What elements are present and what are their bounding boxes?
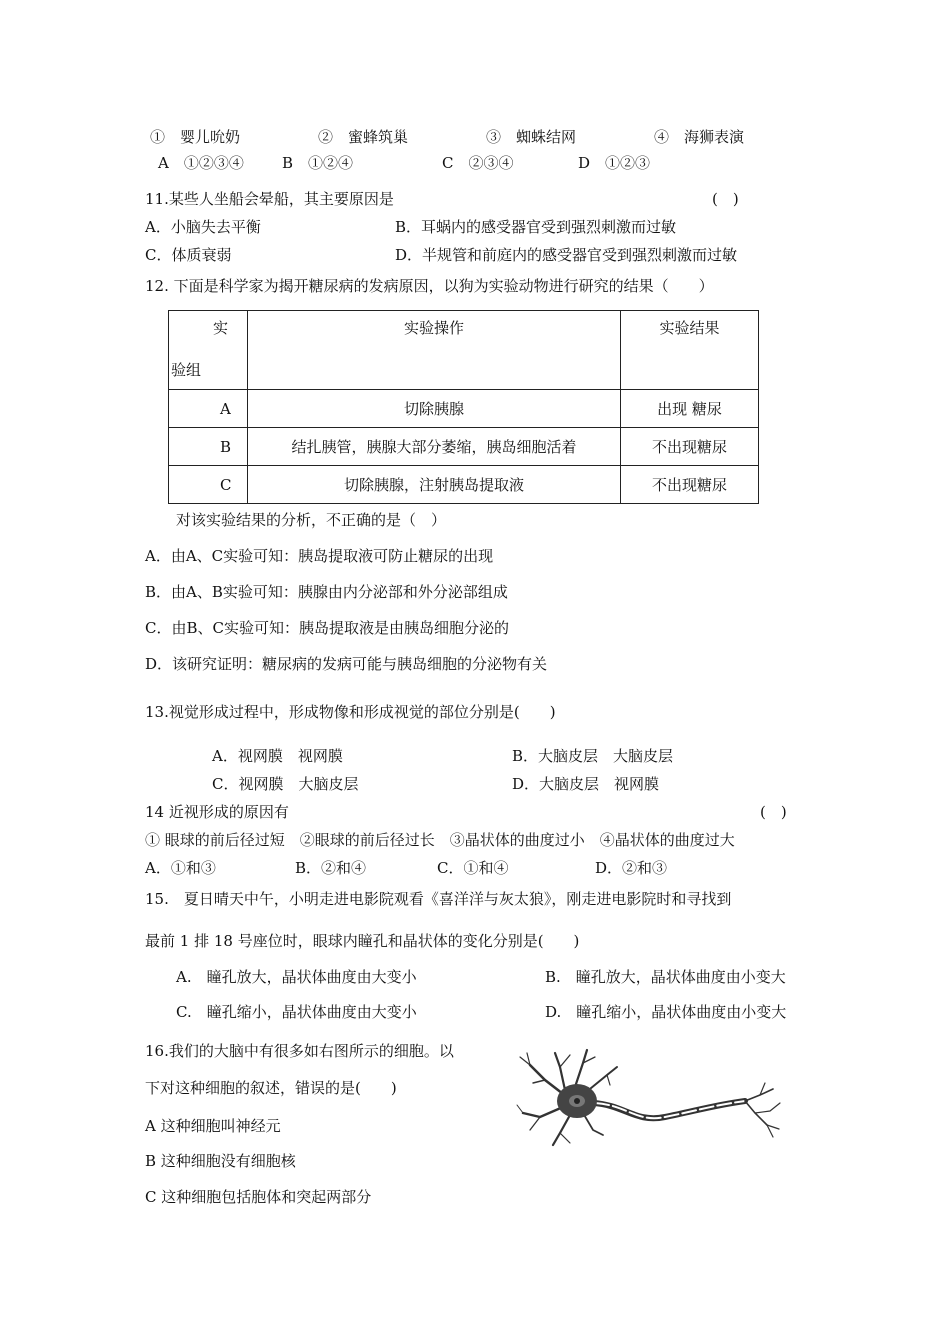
q12-analysis: 对该实验结果的分析，不正确的是（ ） [176, 511, 447, 529]
q14-option-b: B．②和④ [295, 859, 367, 877]
q10-option-b: B ①②④ [282, 154, 354, 172]
experiment-table [168, 310, 759, 504]
q12-option-c: C．由B、C实验可知：胰岛提取液是由胰岛细胞分泌的 [145, 619, 509, 637]
q11-option-d: D．半规管和前庭内的感受器官受到强烈刺激而过敏 [395, 246, 738, 264]
table-row [169, 390, 759, 428]
table-header-group [169, 311, 248, 390]
q14-items: ① 眼球的前后径过短 ②眼球的前后径过长 ③晶状体的曲度过小 ④晶状体的曲度过大 [145, 831, 735, 849]
table-cell-group: C [169, 466, 248, 504]
q10-item-2: ② 蜜蜂筑巢 [318, 128, 409, 146]
q13-option-a: A．视网膜 视网膜 [212, 747, 343, 765]
q14-stem: 14 近视形成的原因有 [145, 803, 289, 821]
q10-item-4: ④ 海狮表演 [654, 128, 745, 146]
table-row [169, 466, 759, 504]
q14-option-d: D．②和③ [595, 859, 668, 877]
neuron-illustration [515, 1045, 785, 1150]
q10-option-a: A ①②③④ [158, 154, 244, 172]
table-cell-result: 不出现糖尿 [621, 428, 759, 466]
q15-option-a: A. 瞳孔放大，晶状体曲度由大变小 [176, 968, 417, 986]
q13-option-d: D．大脑皮层 视网膜 [512, 775, 660, 793]
table-cell-operation: 切除胰腺 [248, 390, 621, 428]
q12-option-b: B．由A、B实验可知：胰腺由内分泌部和外分泌部组成 [145, 583, 508, 601]
header-group-line2: 验组 [171, 361, 202, 379]
q16-line-1: 16.我们的大脑中有很多如右图所示的细胞。以 [145, 1042, 454, 1060]
table-header-row [169, 311, 759, 390]
q11-option-b: B．耳蜗内的感受器官受到强烈刺激而过敏 [395, 218, 677, 236]
table-header-result [621, 311, 759, 390]
q14-answer-paren: ( ) [760, 803, 787, 821]
q15-line-1: 15. 夏日晴天中午，小明走进电影院观看《喜洋洋与灰太狼》，刚走进电影院时和寻找到 [145, 890, 732, 908]
q10-option-c: C ②③④ [442, 154, 514, 172]
q10-option-d: D ①②③ [578, 154, 651, 172]
q15-option-c: C. 瞳孔缩小，晶状体曲度由大变小 [176, 1003, 417, 1021]
header-group-line1: 实 [213, 319, 229, 337]
table-header-operation [248, 311, 621, 390]
q12-option-a: A．由A、C实验可知：胰岛提取液可防止糖尿的出现 [145, 547, 494, 565]
q16-line-2: 下对这种细胞的叙述，错误的是( ) [145, 1079, 397, 1097]
q11-stem: 11.某些人坐船会晕船，其主要原因是 [145, 190, 394, 208]
table-cell-operation: 结扎胰管，胰腺大部分萎缩，胰岛细胞活着 [248, 428, 621, 466]
q10-item-3: ③ 蜘蛛结网 [486, 128, 577, 146]
table-cell-group: B [169, 428, 248, 466]
q11-option-a: A．小脑失去平衡 [145, 218, 261, 236]
q14-option-c: C．①和④ [437, 859, 509, 877]
table-row [169, 428, 759, 466]
q16-option-b: B 这种细胞没有细胞核 [145, 1152, 296, 1170]
q14-option-a: A．①和③ [145, 859, 216, 877]
q12-option-d: D．该研究证明：糖尿病的发病可能与胰岛细胞的分泌物有关 [145, 655, 548, 673]
table-cell-result: 不出现糖尿 [621, 466, 759, 504]
q13-stem: 13.视觉形成过程中，形成物像和形成视觉的部位分别是( ) [145, 703, 556, 721]
q15-option-d: D. 瞳孔缩小，晶状体曲度由小变大 [545, 1003, 787, 1021]
table-cell-result: 出现 糖尿 [621, 390, 759, 428]
q16-option-a: A 这种细胞叫神经元 [145, 1117, 281, 1135]
q13-option-c: C．视网膜 大脑皮层 [212, 775, 359, 793]
q16-option-c: C 这种细胞包括胞体和突起两部分 [145, 1188, 372, 1206]
q10-item-1: ① 婴儿吮奶 [150, 128, 241, 146]
q12-stem: 12. 下面是科学家为揭开糖尿病的发病原因，以狗为实验动物进行研究的结果（ ） [145, 277, 714, 295]
table-cell-group: A [169, 390, 248, 428]
q15-line-2: 最前 1 排 18 号座位时，眼球内瞳孔和晶状体的变化分别是( ) [145, 932, 580, 950]
q15-option-b: B. 瞳孔放大，晶状体曲度由小变大 [545, 968, 786, 986]
header-operation-label: 实验操作 [403, 319, 464, 337]
table-cell-operation: 切除胰腺，注射胰岛提取液 [248, 466, 621, 504]
q11-option-c: C．体质衰弱 [145, 246, 232, 264]
header-result-label: 实验结果 [659, 319, 720, 337]
q11-answer-paren: ( ) [712, 190, 739, 208]
q13-option-b: B．大脑皮层 大脑皮层 [512, 747, 674, 765]
